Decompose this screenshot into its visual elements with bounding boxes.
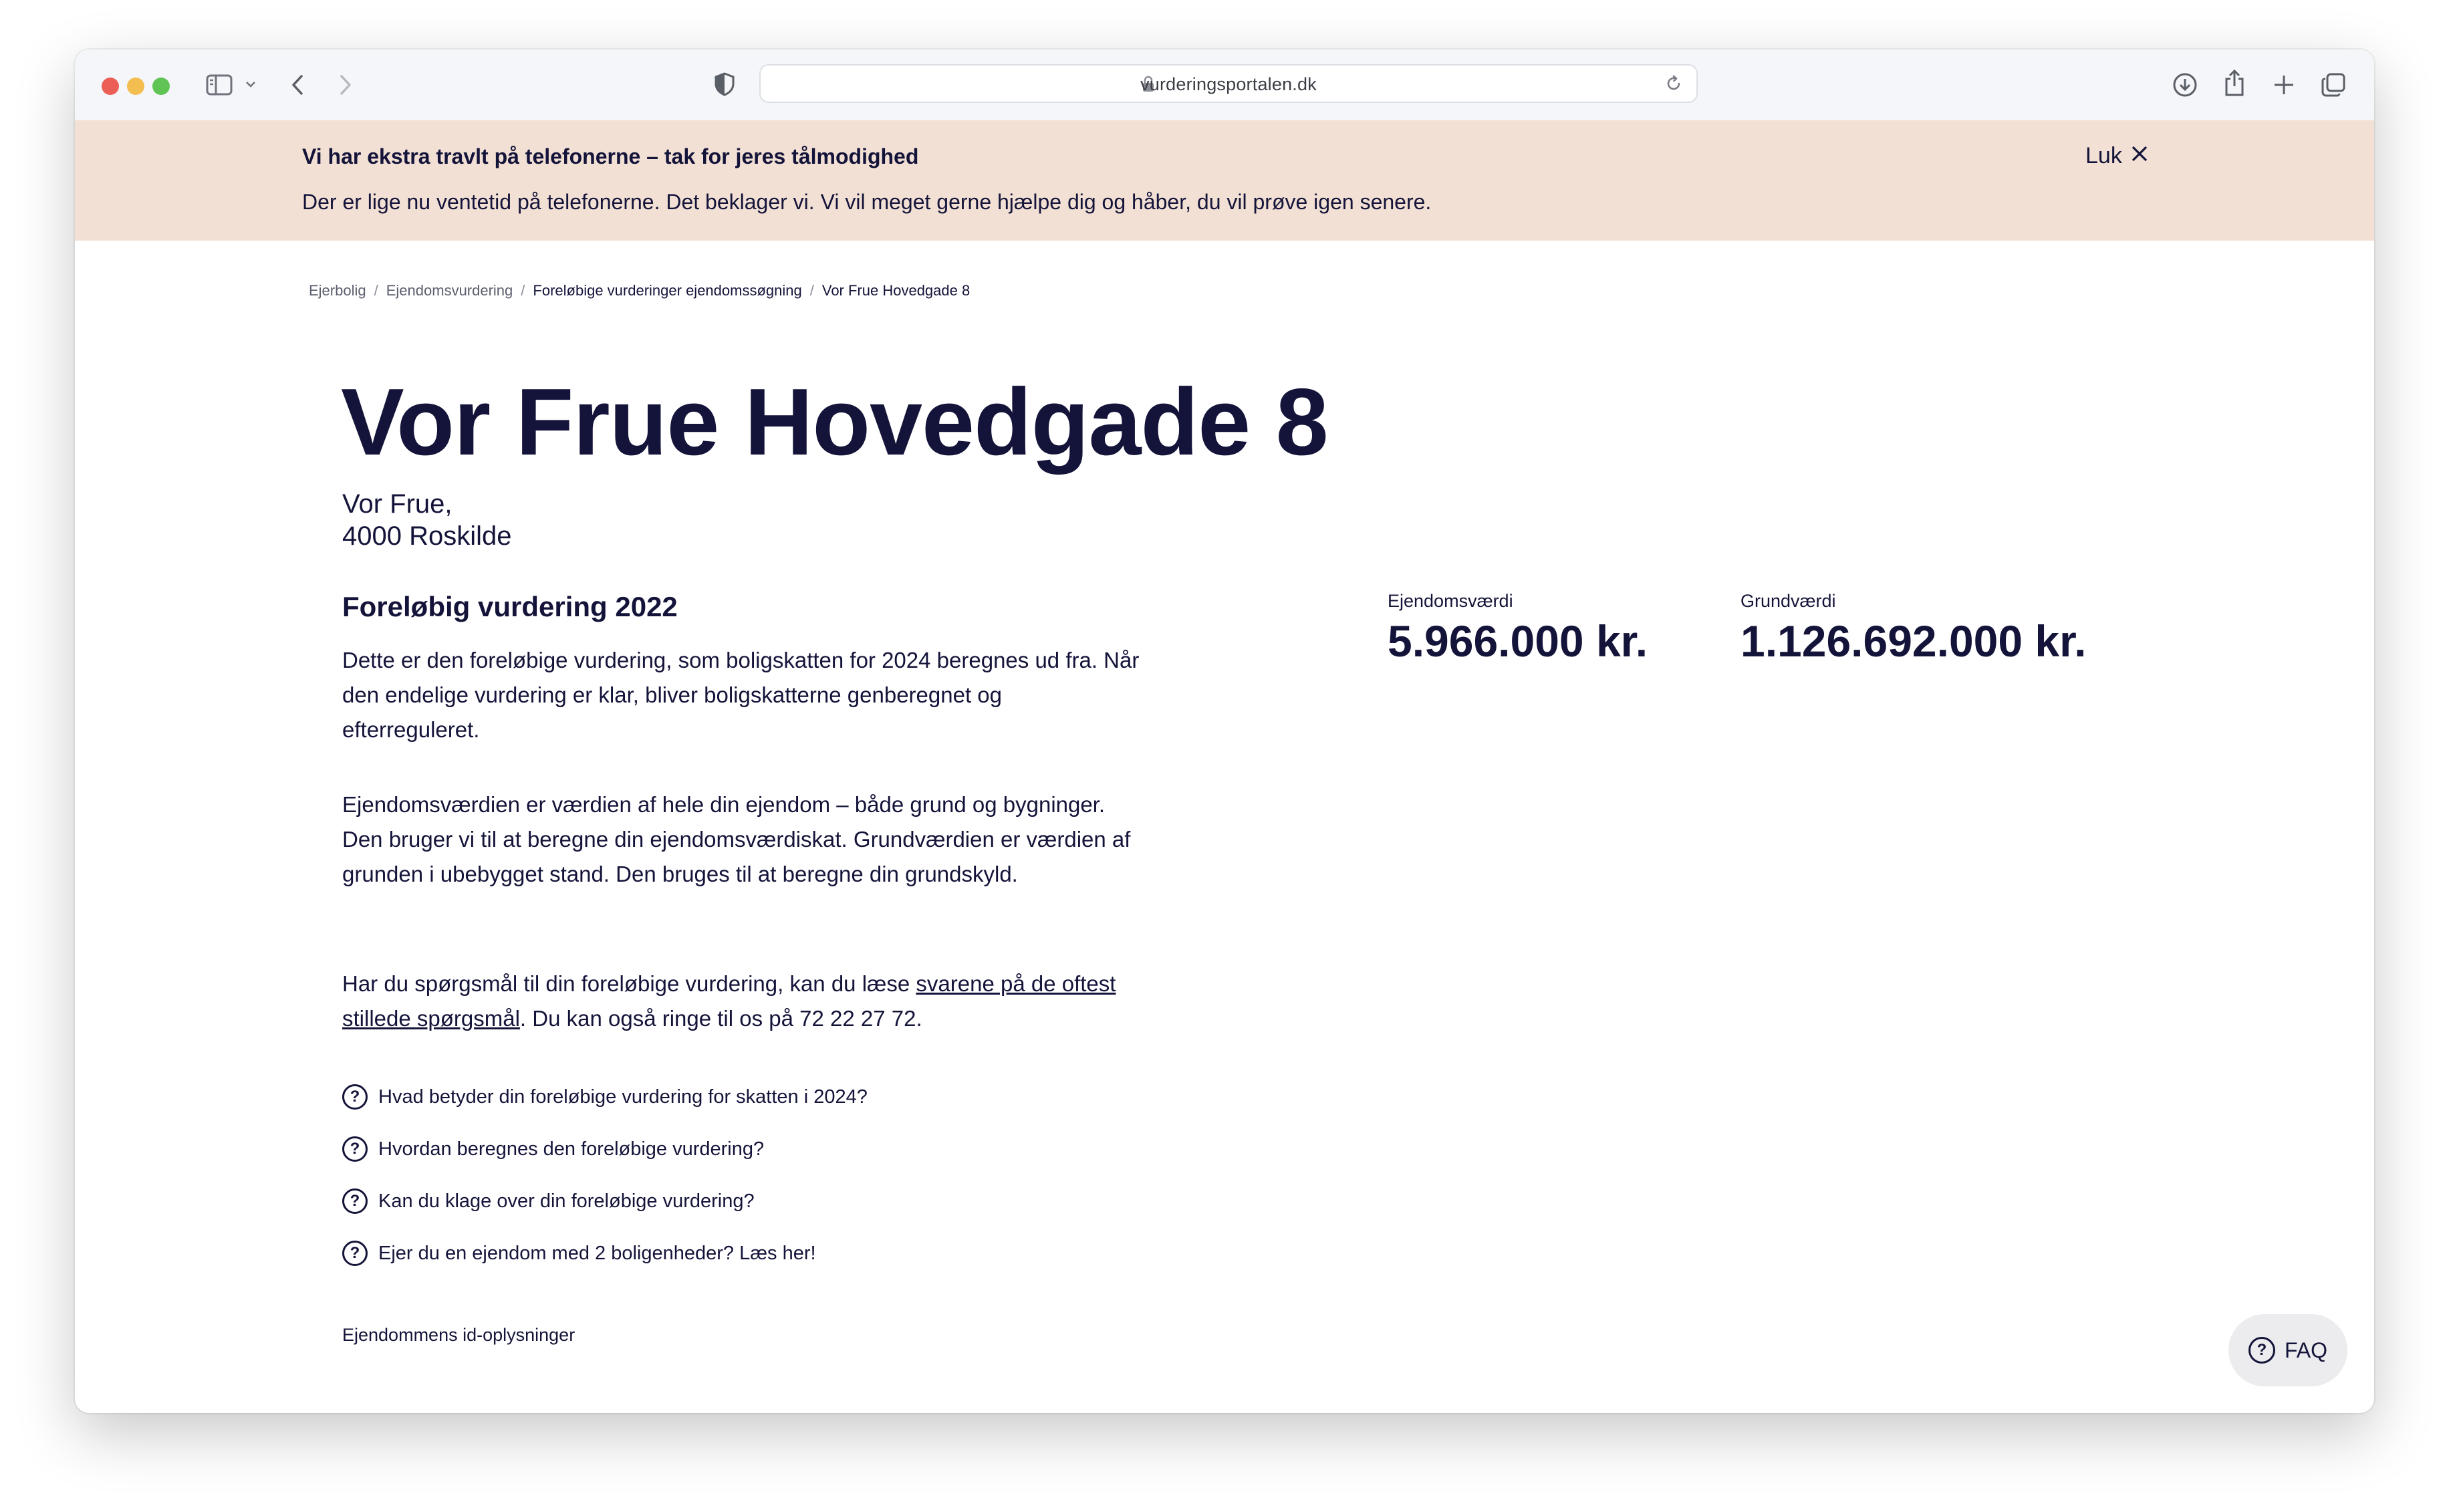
close-icon: [2130, 143, 2149, 169]
paragraph-text: Har du spørgsmål til din foreløbige vurdering, kan du læse: [342, 971, 916, 996]
breadcrumb-separator: /: [521, 282, 525, 299]
property-value-label: Ejendomsværdi: [1388, 591, 1513, 611]
browser-toolbar: [75, 49, 2374, 122]
faq-item-label: Hvordan beregnes den foreløbige vurdering?: [378, 1138, 765, 1160]
breadcrumb-item[interactable]: Ejendomsvurdering: [386, 282, 513, 299]
address-line: 4000 Roskilde: [342, 521, 512, 551]
faq-button-label: FAQ: [2284, 1338, 2327, 1362]
breadcrumb-item[interactable]: Ejerbolig: [309, 282, 366, 299]
question-icon: ?: [2248, 1337, 2275, 1364]
back-icon[interactable]: [289, 74, 306, 96]
browser-window: [75, 49, 2374, 1413]
privacy-shield-icon[interactable]: [714, 72, 735, 96]
downloads-icon[interactable]: [2172, 72, 2198, 98]
assessment-paragraph: Ejendomsværdien er værdien af hele din ejendom – både grund og bygninger. Den bruger vi til at beregne din ejendomsværdiskat. Grundværdien er værdien af grunden i ubebygget stand. Den bruges til at beregne din grundskyld.: [342, 792, 1131, 886]
land-value-label: Grundværdi: [1741, 591, 1836, 611]
assessment-paragraph: Dette er den foreløbige vurdering, som boligskatten for 2024 beregnes ud fra. Når den endelige vurdering er klar, bliver boligskatterne genberegnet og efterreguleret.: [342, 648, 1140, 742]
minimize-window-button[interactable]: [127, 78, 144, 95]
faq-item-label: Ejer du en ejendom med 2 boligenheder? Læs her!: [378, 1242, 816, 1264]
tab-overview-icon[interactable]: [2321, 72, 2346, 98]
share-icon[interactable]: [2223, 68, 2246, 98]
faq-item[interactable]: [342, 1071, 868, 1123]
question-icon: ?: [342, 1084, 368, 1110]
notice-banner: [75, 120, 2374, 241]
land-value-amount: 1.126.692.000 kr.: [1741, 616, 2087, 666]
breadcrumb-separator: /: [809, 282, 814, 299]
property-id-info-link[interactable]: Ejendommens id-oplysninger: [342, 1325, 575, 1345]
property-value-block: [1388, 591, 1648, 666]
banner-close-label: Luk: [2085, 143, 2122, 168]
sidebar-toggle-icon[interactable]: [206, 74, 233, 96]
faq-item-label: Kan du klage over din foreløbige vurdering?: [378, 1190, 755, 1212]
banner-text: Der er lige nu ventetid på telefonerne. Det beklager vi. Vi vil meget gerne hjælpe dig og håber, du vil prøve igen senere.: [302, 190, 1432, 214]
faq-item[interactable]: [342, 1227, 868, 1279]
breadcrumb-separator: /: [374, 282, 378, 299]
property-value-amount: 5.966.000 kr.: [1388, 616, 1648, 666]
breadcrumb: [309, 282, 970, 299]
assessment-paragraph: [342, 967, 1144, 1036]
faq-item[interactable]: [342, 1123, 868, 1175]
faq-list: [342, 1071, 868, 1279]
assessment-heading: Foreløbig vurdering 2022: [342, 591, 678, 622]
faq-button[interactable]: [2228, 1314, 2347, 1386]
faq-item[interactable]: [342, 1175, 868, 1227]
banner-title: Vi har ekstra travlt på telefonerne – tak for jeres tålmodighed: [302, 144, 919, 168]
chevron-down-icon[interactable]: [245, 80, 257, 88]
new-tab-icon[interactable]: [2273, 74, 2295, 96]
address-bar[interactable]: [759, 64, 1698, 103]
faq-answers-link[interactable]: svarene på de oftest stillede spørgsmål: [342, 971, 1116, 1031]
property-address: [342, 488, 512, 552]
breadcrumb-item[interactable]: Foreløbige vurderinger ejendomssøgning: [533, 282, 802, 299]
zoom-window-button[interactable]: [152, 78, 170, 95]
page-title: Vor Frue Hovedgade 8: [341, 369, 1328, 475]
question-icon: ?: [342, 1241, 368, 1266]
paragraph-text: . Du kan også ringe til os på 72 22 27 72.: [519, 1006, 922, 1031]
address-line: Vor Frue,: [342, 489, 453, 519]
forward-icon[interactable]: [337, 74, 354, 96]
question-icon: ?: [342, 1188, 368, 1214]
breadcrumb-current: Vor Frue Hovedgade 8: [821, 282, 971, 299]
url-text: vurderingsportalen.dk: [1140, 74, 1317, 94]
faq-item-label: Hvad betyder din foreløbige vurdering for skatten i 2024?: [378, 1086, 868, 1108]
close-window-button[interactable]: [102, 78, 119, 95]
question-icon: ?: [342, 1136, 368, 1162]
banner-close-button[interactable]: [2085, 143, 2149, 169]
reload-icon[interactable]: [1664, 74, 1683, 96]
land-value-block: [1741, 591, 2087, 666]
